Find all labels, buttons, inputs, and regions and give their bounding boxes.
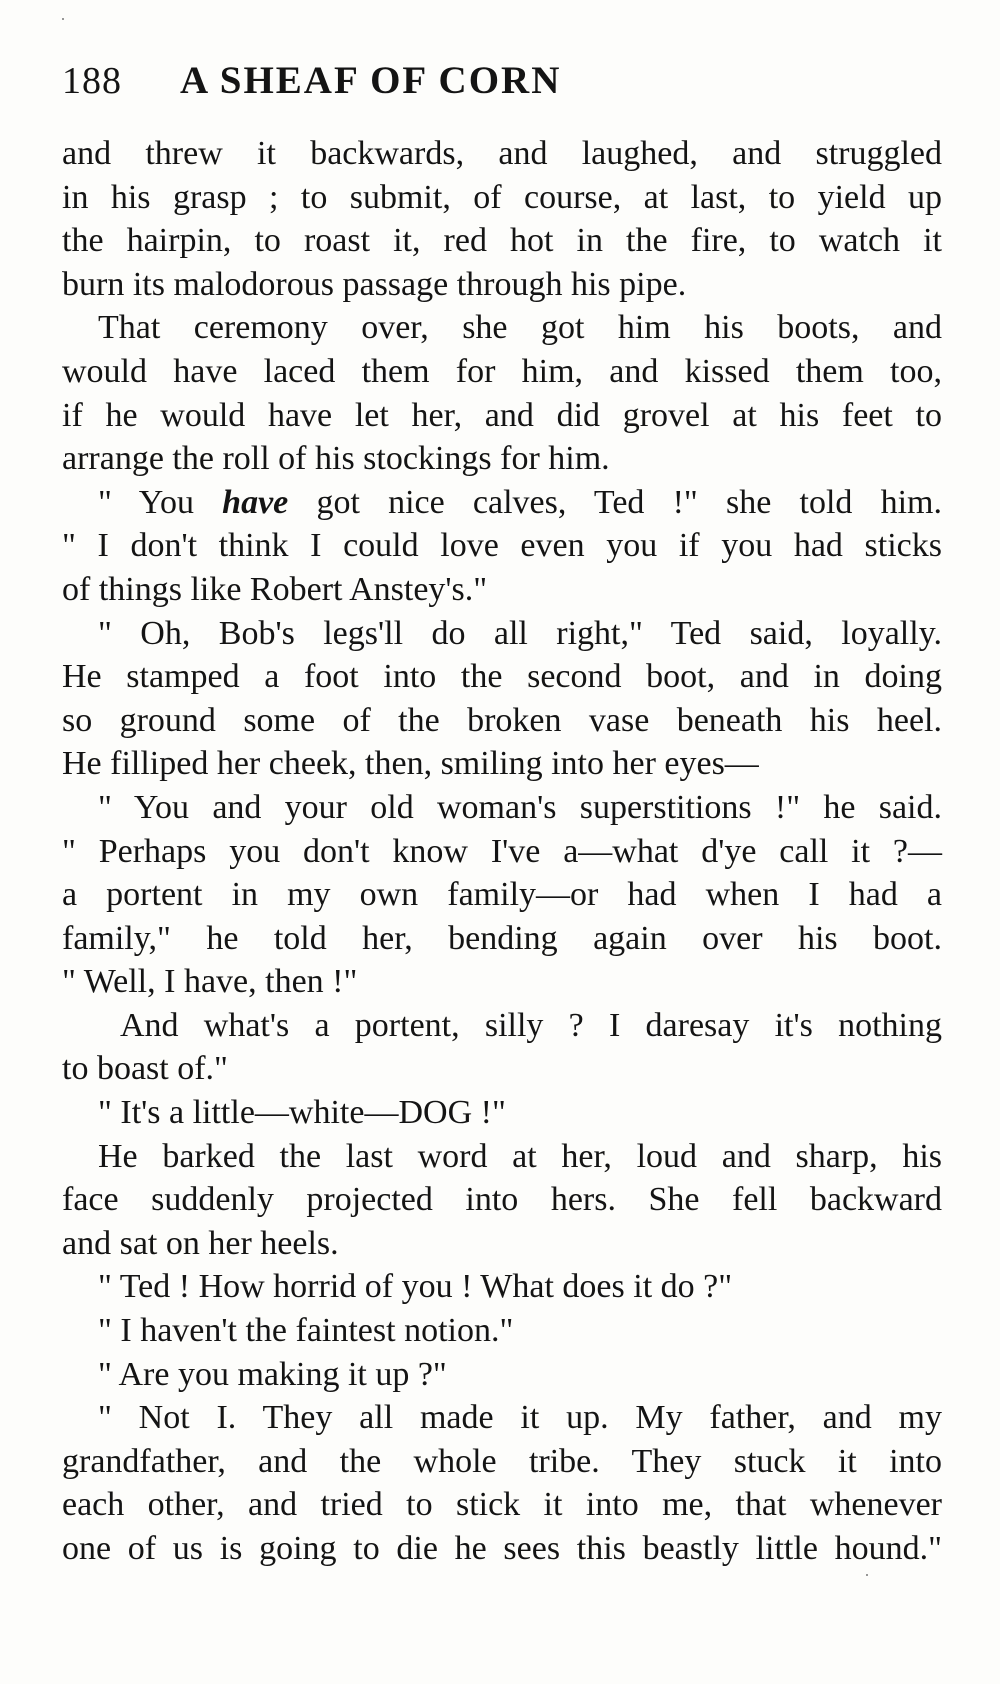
text-line: a portent in my own family—or had when I had a <box>62 876 942 914</box>
paper-speck <box>62 18 64 20</box>
page-number: 188 <box>62 60 122 102</box>
text-line: the hairpin, to roast it, red hot in the fire, to watch it <box>62 222 942 260</box>
text-line: grandfather, and the whole tribe. They stuck it into <box>62 1442 942 1480</box>
text-line: one of us is going to die he sees this beastly little hound." <box>62 1530 942 1567</box>
paragraph-start-line <box>62 481 942 525</box>
paragraph-start-line: He barked the last word at her, loud and sharp, his <box>98 1137 942 1175</box>
paragraph-start-line: " It's a little—white—DOG !" <box>98 1094 506 1132</box>
text-line: face suddenly projected into hers. She fell backward <box>62 1181 942 1219</box>
paragraph-start-line: " I haven't the faintest notion." <box>98 1312 514 1350</box>
page-header <box>62 58 942 118</box>
paragraph-start-line: " Oh, Bob's legs'll do all right," Ted said, loyally. <box>98 614 942 652</box>
text-line: of things like Robert Anstey's." <box>62 570 488 608</box>
paragraph-start-line: And what's a portent, silly ? I daresay it's nothing <box>120 1006 942 1044</box>
paper-speck <box>866 1574 868 1576</box>
text-line: He filliped her cheek, then, smiling into her eyes— <box>62 745 759 783</box>
text-line: to boast of." <box>62 1050 228 1088</box>
paragraph-start-line: That ceremony over, she got him his boots, and <box>98 309 942 347</box>
paragraph-start-line: " You and your old woman's superstitions !" he said. <box>98 788 942 826</box>
text-line: and sat on her heels. <box>62 1224 339 1262</box>
paragraph-start-line: " Are you making it up ?" <box>98 1355 447 1393</box>
paragraph-start-line: " Ted ! How horrid of you ! What does it do ?" <box>98 1268 733 1306</box>
text-line: " Well, I have, then !" <box>62 963 358 1001</box>
text-line: each other, and tried to stick it into me, that whenever <box>62 1486 942 1524</box>
text-line: family," he told her, bending again over his boot. <box>62 919 942 957</box>
text-line: " I don't think I could love even you if you had sticks <box>62 527 942 565</box>
text-line: so ground some of the broken vase beneath his heel. <box>62 701 942 739</box>
text-line: in his grasp ; to submit, of course, at last, to yield up <box>62 178 942 216</box>
quote-open: " You <box>98 483 223 521</box>
text-line: and threw it backwards, and laughed, and struggled <box>62 135 942 172</box>
emphasized-word: have <box>222 483 289 521</box>
text-line: would have laced them for him, and kissed them too, <box>62 352 942 390</box>
text-line: if he would have let her, and did grovel at his feet to <box>62 396 942 434</box>
running-title: A SHEAF OF CORN <box>180 59 562 102</box>
text-line: burn its malodorous passage through his pipe. <box>62 265 687 303</box>
text-line: arrange the roll of his stockings for him. <box>62 440 610 478</box>
paragraph-start-line: " Not I. They all made it up. My father, and my <box>98 1399 942 1437</box>
body-text <box>62 132 942 1571</box>
text-line: He stamped a foot into the second boot, and in doing <box>62 658 942 696</box>
line-remainder: got nice calves, Ted !" she told him. <box>316 483 942 521</box>
text-line: " Perhaps you don't know I've a—what d'ye call it ?— <box>62 832 942 870</box>
